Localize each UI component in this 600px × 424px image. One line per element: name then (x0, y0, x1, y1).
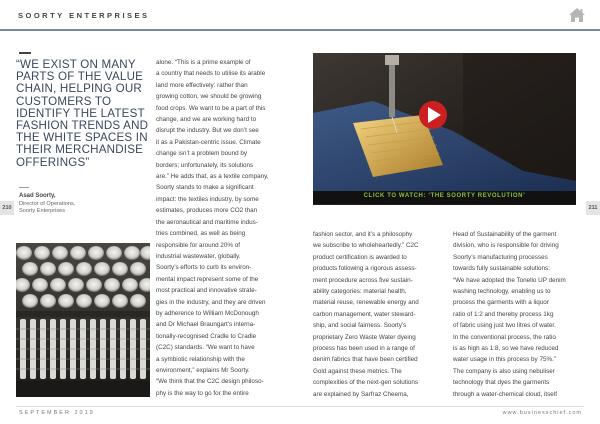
article-text-line: denim fabrics that have been certified (313, 356, 418, 364)
article-text-line: ratio of 1:2 and thereby process 1kg (453, 310, 554, 318)
article-text-line: by adherence to William McDonough (156, 309, 259, 317)
article-text-line: we subscribe to wholeheartedly.” C2C (313, 242, 419, 250)
pull-quote: “WE EXIST ON MANY PARTS OF THE VALUE CHAIN, HELPING OUR CUSTOMERS TO IDENTIFY THE LATEST FASHION TRENDS AND THE WHITE SPACES IN THEIR MERCHANDISE OFFERINGS” (16, 58, 149, 169)
article-text-line: responsible for around 20% of (156, 241, 241, 249)
article-text-line: product certification is awarded to (313, 253, 407, 261)
article-text-line: growing cotton, we should be growing (156, 93, 262, 101)
article-text-line: are explained by Sarfraz Cheema, (313, 390, 409, 398)
article-text-line: mental impact represent some of the (156, 275, 259, 283)
article-text-line: carbon management, water steward- (313, 310, 416, 318)
article-text-line: ment procedure across five sustain- (313, 276, 413, 284)
article-text-line: the aeronautical and maritime indus- (156, 218, 258, 226)
author-role-title: Director of Operations, (19, 201, 76, 207)
header-bar (0, 0, 600, 30)
article-text-line: technology that dyes the garments (453, 379, 550, 387)
article-text-line: (C2C) standards. “We want to have (156, 344, 255, 352)
author-dash (19, 187, 29, 188)
header-divider (0, 29, 600, 31)
footer-website-url[interactable]: www.businesschief.com (502, 410, 582, 416)
article-text-line: and Dr Michael Braungart’s interna- (156, 321, 256, 329)
article-text-line: process the garments with a liquor (453, 299, 549, 307)
article-text-line: division, who is responsible for driving (453, 242, 559, 250)
article-text-line: water usage in this process by 75%.” (453, 356, 556, 364)
article-text-line: is as high as 1:8, so we have reduced (453, 345, 559, 353)
footer-issue-date: SEPTEMBER 2019 (19, 410, 95, 416)
pull-quote-dash (19, 52, 31, 54)
article-column-1 (156, 57, 298, 399)
section-title: SOORTY ENTERPRISES (18, 11, 150, 20)
article-text-line: Soorty’s efforts to curb its environ- (156, 264, 252, 272)
article-text-line: material reuse, renewable energy and (313, 299, 419, 307)
article-text-line: fashion sector, and it’s a philosophy (313, 231, 413, 238)
article-text-line: process has been used in a range of (313, 345, 415, 353)
video-caption-link[interactable]: CLICK TO WATCH: ‘THE SOORTY REVOLUTION’ (363, 193, 526, 199)
spools-photo (16, 243, 150, 397)
article-text-line: ability categories: material health, (313, 288, 407, 296)
article-text-line: gies in the industry, and they are driven (156, 298, 266, 306)
article-text-line: impact: the textiles industry, by some (156, 195, 259, 203)
article-text-line: Soorty stands to make a significant (156, 184, 254, 192)
article-text-line: washing technology, enabling us to (453, 288, 551, 296)
article-column-3 (453, 229, 588, 400)
article-text-line: estimates, produces more CO2 than (156, 207, 258, 215)
article-text-line: through a water-chemical cloud, itself (453, 390, 557, 398)
article-text-line: proprietary Zero Waste Water dyeing (313, 333, 416, 341)
video-thumbnail[interactable] (313, 53, 576, 205)
author-role-company: Soorty Enterprises (19, 208, 66, 215)
article-text-line: The company is also using nebuliser (453, 367, 555, 375)
article-text-line: In the conventional process, the ratio (453, 333, 556, 341)
page-number-left: 210 (0, 201, 14, 215)
article-text-line: phy is the way to go for the entire (156, 389, 249, 397)
article-text-line: of fabric using just two litres of water. (453, 322, 556, 330)
article-text-line: it as a Pakistan-centric issue. Climate (156, 138, 261, 146)
article-text-line: are.” He adds that, as a textile company, (156, 173, 269, 181)
article-text-line: products following a rigorous assess- (313, 265, 417, 273)
article-text-line: Soorty’s manufacturing processes (453, 253, 548, 261)
home-icon[interactable] (568, 7, 586, 23)
article-text-line: tionally-recognised Cradle to Cradle (156, 332, 257, 340)
article-text-line: disrupt the industry. But we don’t see (156, 127, 259, 135)
article-text-line: Head of Sustainability of the garment (453, 231, 557, 238)
article-text-line: towards fully sustainable solutions: (453, 265, 550, 273)
article-text-line: alone. “This is a prime example of (156, 59, 251, 66)
video-caption-bar[interactable] (313, 191, 576, 204)
article-text-line: “We think that the C2C design philoso- (156, 378, 264, 386)
article-text-line: industrial wastewater, globally. (156, 252, 241, 260)
article-text-line: “We have adopted the Tonello UP denim (453, 276, 566, 284)
article-text-line: a symbiotic relationship with the (156, 355, 245, 363)
article-text-line: environment,” explains Mr Soorty. (156, 366, 250, 374)
article-text-line: change, and we are working hard to (156, 116, 257, 124)
footer-divider (16, 406, 584, 407)
spools-image (16, 243, 150, 397)
article-text-line: a country that needs to utilise its arable (156, 70, 266, 78)
article-text-line: Gold against these metrics. The (313, 367, 402, 375)
article-text-line: ship, and social fairness. Soorty’s (313, 322, 407, 330)
article-text-line: land more effectively: rather than (156, 81, 248, 89)
article-text-line: most practical and innovative strate- (156, 287, 257, 295)
article-column-2 (313, 229, 448, 400)
article-text-line: borders; unfortunately, its solutions (156, 161, 254, 169)
article-text-line: tries combined, as well as being (156, 230, 246, 238)
article-text-line: complexities of the next-gen solutions (313, 379, 419, 387)
article-text-line: change isn’t a problem bound by (156, 150, 248, 158)
author-role (19, 201, 99, 216)
video-frame-image (313, 53, 576, 205)
article-text-line: food crops. We want to be a part of this (156, 104, 266, 112)
page-number-right: 211 (586, 201, 600, 215)
author-name: Asad Soorty, (19, 193, 56, 199)
